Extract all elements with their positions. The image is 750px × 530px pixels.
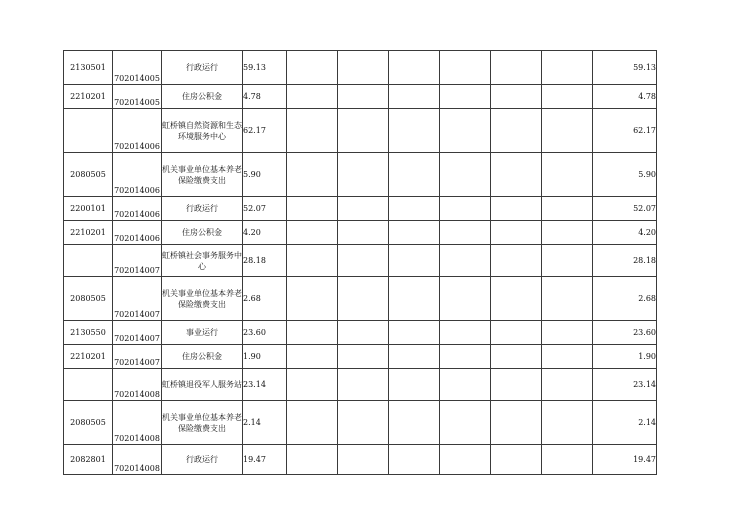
function-code-cell: 2210201 <box>64 85 113 109</box>
empty-cell <box>440 445 491 475</box>
unit-code-cell: 702014007 <box>113 345 162 369</box>
unit-code-cell: 702014006 <box>113 153 162 197</box>
empty-cell <box>389 321 440 345</box>
function-code-cell: 2082801 <box>64 445 113 475</box>
empty-cell <box>287 401 338 445</box>
empty-cell <box>440 197 491 221</box>
table-row <box>64 109 657 153</box>
unit-code-cell: 702014008 <box>113 369 162 401</box>
empty-cell <box>491 85 542 109</box>
unit-code-cell: 702014008 <box>113 401 162 445</box>
empty-cell <box>440 369 491 401</box>
table-row <box>64 85 657 109</box>
item-name-cell: 虹桥镇社会事务服务中心 <box>162 245 243 277</box>
empty-cell <box>491 153 542 197</box>
empty-cell <box>542 369 593 401</box>
table-row <box>64 153 657 197</box>
empty-cell <box>389 221 440 245</box>
unit-code-cell: 702014007 <box>113 321 162 345</box>
unit-code-cell: 702014006 <box>113 221 162 245</box>
subtotal-amount-cell: 4.20 <box>593 221 657 245</box>
total-amount-cell: 52.07 <box>243 197 287 221</box>
empty-cell <box>440 221 491 245</box>
empty-cell <box>287 221 338 245</box>
table-row <box>64 277 657 321</box>
function-code-cell <box>64 245 113 277</box>
empty-cell <box>287 85 338 109</box>
empty-cell <box>491 197 542 221</box>
empty-cell <box>338 109 389 153</box>
table-row <box>64 221 657 245</box>
table-row <box>64 445 657 475</box>
table-row <box>64 369 657 401</box>
empty-cell <box>440 345 491 369</box>
empty-cell <box>389 401 440 445</box>
function-code-cell: 2130501 <box>64 51 113 85</box>
total-amount-cell: 4.20 <box>243 221 287 245</box>
empty-cell <box>491 51 542 85</box>
empty-cell <box>338 197 389 221</box>
empty-cell <box>542 197 593 221</box>
item-name-cell: 行政运行 <box>162 51 243 85</box>
item-name-cell: 住房公积金 <box>162 221 243 245</box>
empty-cell <box>440 321 491 345</box>
function-code-cell: 2130550 <box>64 321 113 345</box>
unit-code-cell: 702014006 <box>113 197 162 221</box>
empty-cell <box>389 345 440 369</box>
empty-cell <box>491 245 542 277</box>
subtotal-amount-cell: 23.14 <box>593 369 657 401</box>
item-name-cell: 机关事业单位基本养老保险缴费支出 <box>162 401 243 445</box>
total-amount-cell: 2.68 <box>243 277 287 321</box>
unit-code-cell: 702014005 <box>113 85 162 109</box>
subtotal-amount-cell: 62.17 <box>593 109 657 153</box>
empty-cell <box>389 445 440 475</box>
empty-cell <box>542 445 593 475</box>
empty-cell <box>491 277 542 321</box>
table-row <box>64 401 657 445</box>
subtotal-amount-cell: 59.13 <box>593 51 657 85</box>
empty-cell <box>338 51 389 85</box>
unit-code-cell: 702014007 <box>113 245 162 277</box>
empty-cell <box>287 51 338 85</box>
empty-cell <box>389 85 440 109</box>
empty-cell <box>338 85 389 109</box>
empty-cell <box>542 85 593 109</box>
empty-cell <box>338 445 389 475</box>
total-amount-cell: 1.90 <box>243 345 287 369</box>
empty-cell <box>389 197 440 221</box>
empty-cell <box>491 369 542 401</box>
function-code-cell <box>64 369 113 401</box>
item-name-cell: 机关事业单位基本养老保险缴费支出 <box>162 277 243 321</box>
empty-cell <box>389 51 440 85</box>
empty-cell <box>491 321 542 345</box>
empty-cell <box>389 369 440 401</box>
empty-cell <box>338 153 389 197</box>
empty-cell <box>287 321 338 345</box>
function-code-cell: 2210201 <box>64 221 113 245</box>
empty-cell <box>287 153 338 197</box>
empty-cell <box>542 51 593 85</box>
empty-cell <box>542 345 593 369</box>
unit-code-cell: 702014007 <box>113 277 162 321</box>
subtotal-amount-cell: 52.07 <box>593 197 657 221</box>
empty-cell <box>542 245 593 277</box>
empty-cell <box>338 345 389 369</box>
empty-cell <box>440 109 491 153</box>
table-body <box>64 51 657 475</box>
unit-code-cell: 702014006 <box>113 109 162 153</box>
empty-cell <box>287 445 338 475</box>
subtotal-amount-cell: 1.90 <box>593 345 657 369</box>
total-amount-cell: 19.47 <box>243 445 287 475</box>
empty-cell <box>542 321 593 345</box>
empty-cell <box>440 51 491 85</box>
empty-cell <box>287 345 338 369</box>
item-name-cell: 行政运行 <box>162 445 243 475</box>
item-name-cell: 行政运行 <box>162 197 243 221</box>
empty-cell <box>491 221 542 245</box>
empty-cell <box>338 321 389 345</box>
function-code-cell: 2080505 <box>64 401 113 445</box>
empty-cell <box>542 109 593 153</box>
total-amount-cell: 5.90 <box>243 153 287 197</box>
budget-table <box>63 50 657 475</box>
empty-cell <box>287 277 338 321</box>
subtotal-amount-cell: 5.90 <box>593 153 657 197</box>
table-row <box>64 245 657 277</box>
subtotal-amount-cell: 19.47 <box>593 445 657 475</box>
empty-cell <box>338 401 389 445</box>
unit-code-cell: 702014005 <box>113 51 162 85</box>
empty-cell <box>440 245 491 277</box>
empty-cell <box>440 153 491 197</box>
empty-cell <box>338 277 389 321</box>
function-code-cell: 2210201 <box>64 345 113 369</box>
empty-cell <box>542 221 593 245</box>
empty-cell <box>287 245 338 277</box>
empty-cell <box>542 277 593 321</box>
item-name-cell: 虹桥镇自然资源和生态环境服务中心 <box>162 109 243 153</box>
total-amount-cell: 4.78 <box>243 85 287 109</box>
item-name-cell: 住房公积金 <box>162 345 243 369</box>
empty-cell <box>440 85 491 109</box>
total-amount-cell: 23.60 <box>243 321 287 345</box>
total-amount-cell: 59.13 <box>243 51 287 85</box>
total-amount-cell: 28.18 <box>243 245 287 277</box>
unit-code-cell: 702014008 <box>113 445 162 475</box>
empty-cell <box>491 401 542 445</box>
empty-cell <box>287 369 338 401</box>
function-code-cell: 2080505 <box>64 277 113 321</box>
empty-cell <box>491 445 542 475</box>
total-amount-cell: 2.14 <box>243 401 287 445</box>
subtotal-amount-cell: 28.18 <box>593 245 657 277</box>
empty-cell <box>491 109 542 153</box>
item-name-cell: 虹桥镇退役军人服务站 <box>162 369 243 401</box>
empty-cell <box>542 153 593 197</box>
empty-cell <box>338 245 389 277</box>
empty-cell <box>542 401 593 445</box>
item-name-cell: 事业运行 <box>162 321 243 345</box>
table-row <box>64 321 657 345</box>
empty-cell <box>338 369 389 401</box>
empty-cell <box>338 221 389 245</box>
empty-cell <box>287 197 338 221</box>
table-row <box>64 345 657 369</box>
table-row <box>64 51 657 85</box>
empty-cell <box>389 245 440 277</box>
subtotal-amount-cell: 4.78 <box>593 85 657 109</box>
subtotal-amount-cell: 2.68 <box>593 277 657 321</box>
empty-cell <box>491 345 542 369</box>
empty-cell <box>389 109 440 153</box>
subtotal-amount-cell: 2.14 <box>593 401 657 445</box>
empty-cell <box>440 277 491 321</box>
empty-cell <box>440 401 491 445</box>
total-amount-cell: 62.17 <box>243 109 287 153</box>
empty-cell <box>389 153 440 197</box>
function-code-cell <box>64 109 113 153</box>
item-name-cell: 机关事业单位基本养老保险缴费支出 <box>162 153 243 197</box>
table-row <box>64 197 657 221</box>
item-name-cell: 住房公积金 <box>162 85 243 109</box>
function-code-cell: 2200101 <box>64 197 113 221</box>
function-code-cell: 2080505 <box>64 153 113 197</box>
subtotal-amount-cell: 23.60 <box>593 321 657 345</box>
empty-cell <box>287 109 338 153</box>
total-amount-cell: 23.14 <box>243 369 287 401</box>
empty-cell <box>389 277 440 321</box>
